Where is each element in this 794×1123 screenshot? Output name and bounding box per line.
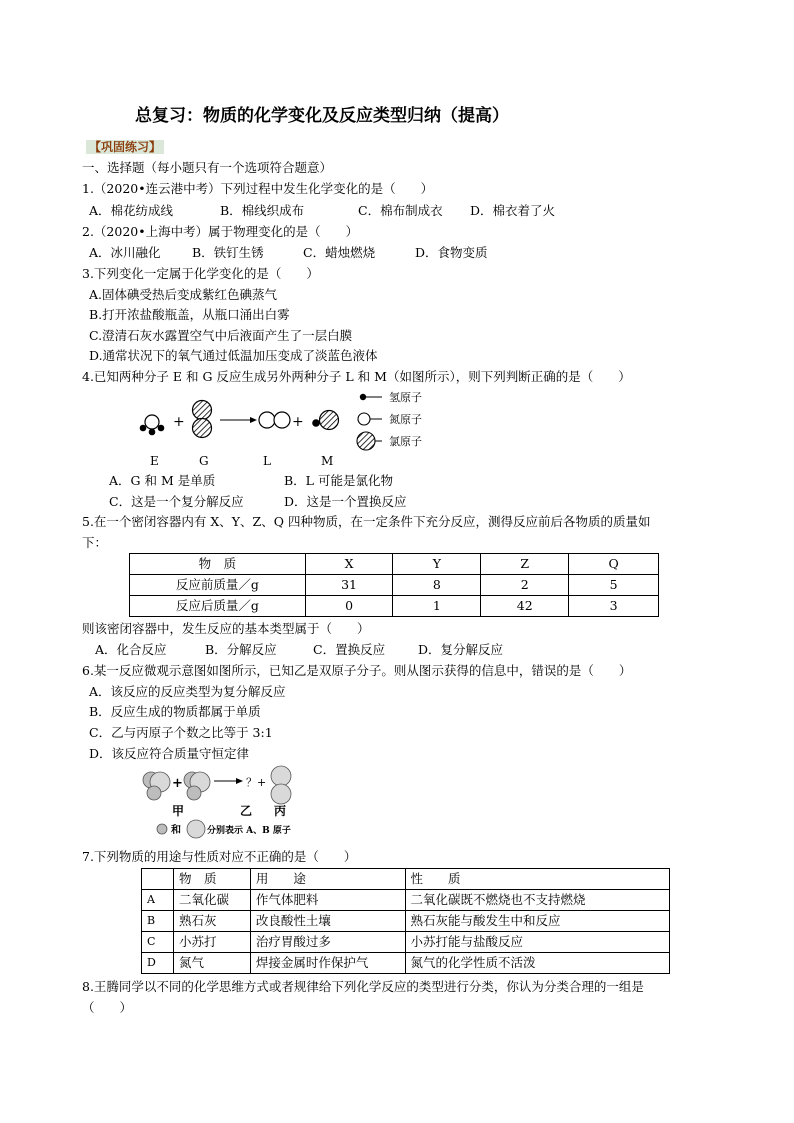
q4-option-d: D．这是一个置换反应 bbox=[284, 494, 407, 509]
label-g: G bbox=[199, 454, 209, 468]
q6-stem: 6.某一反应微观示意图如图所示，已知乙是双原子分子。则从图示获得的信息中，错误的是（ ） bbox=[82, 663, 632, 678]
reaction-arrow bbox=[214, 778, 243, 784]
label-m: M bbox=[321, 454, 334, 468]
q3-stem: 3.下列变化一定属于化学变化的是（ ） bbox=[82, 266, 319, 281]
plus-sign-1: + bbox=[173, 414, 185, 430]
fig-label-yi: 乙 bbox=[240, 804, 253, 818]
q5-option-c: C．置换反应 bbox=[313, 642, 386, 657]
fig-label-bing: 丙 bbox=[274, 804, 287, 818]
q2-option-a: A．冰川融化 bbox=[89, 245, 161, 260]
q5-mass-table bbox=[129, 553, 659, 617]
table-cell: 小苏打 bbox=[173, 932, 250, 953]
table-cell: 熟石灰能与酸发生中和反应 bbox=[405, 911, 669, 932]
header-cell: 性 质 bbox=[405, 869, 669, 890]
legend-hydrogen: 氢原子 bbox=[389, 391, 422, 404]
q7-stem: 7.下列物质的用途与性质对应不正确的是（ ） bbox=[82, 849, 357, 864]
atom-b-icon bbox=[187, 820, 205, 838]
q5-option-a: A．化合反应 bbox=[95, 642, 167, 657]
fig-legend-and: 和 bbox=[171, 825, 181, 836]
fig-arrow-text: ？+ bbox=[246, 776, 267, 789]
reaction-arrow bbox=[220, 417, 257, 423]
table-cell: 2 bbox=[481, 575, 569, 596]
header-cell bbox=[142, 869, 174, 890]
table-cell: 焊接金属时作保护气 bbox=[250, 953, 405, 974]
header-cell: Z bbox=[481, 554, 569, 575]
table-row bbox=[130, 596, 659, 617]
header-cell: Y bbox=[393, 554, 481, 575]
table-cell: D bbox=[142, 953, 174, 974]
nitrogen-atom-icon bbox=[358, 413, 370, 425]
table-cell: 氮气 bbox=[173, 953, 250, 974]
table-header-row bbox=[142, 869, 670, 890]
header-cell: 物 质 bbox=[173, 869, 250, 890]
table-cell: 1 bbox=[393, 596, 481, 617]
fig-label-jia: 甲 bbox=[172, 804, 185, 818]
table-cell: 反应前质量／g bbox=[130, 575, 306, 596]
q4-legend bbox=[357, 390, 422, 450]
header-cell: Q bbox=[569, 554, 659, 575]
label-e: E bbox=[150, 454, 159, 468]
table-cell: 熟石灰 bbox=[173, 911, 250, 932]
molecule-l bbox=[259, 412, 290, 428]
q5-stem-line2: 下： bbox=[82, 535, 108, 550]
table-row bbox=[142, 932, 670, 953]
hydrogen-atom-icon bbox=[360, 394, 366, 400]
q2-option-c: C．蜡烛燃烧 bbox=[303, 245, 376, 260]
table-cell: 8 bbox=[393, 575, 481, 596]
header-cell: 用 途 bbox=[250, 869, 405, 890]
q1-option-b: B．棉线织成布 bbox=[220, 203, 305, 218]
table-cell: A bbox=[142, 890, 174, 911]
label-l: L bbox=[263, 454, 271, 468]
table-header-row bbox=[130, 554, 659, 575]
q4-reaction-figure bbox=[130, 388, 470, 473]
q8-stem-line1: 8.王腾同学以不同的化学思维方式或者规律给下列化学反应的类型进行分类，你认为分类合理的一组是 bbox=[82, 979, 644, 994]
table-cell: 改良酸性土壤 bbox=[250, 911, 405, 932]
q5-option-b: B．分解反应 bbox=[205, 642, 277, 657]
table-cell: C bbox=[142, 932, 174, 953]
legend-chlorine: 氯原子 bbox=[389, 435, 422, 448]
legend-nitrogen: 氮原子 bbox=[389, 413, 422, 426]
q3-option-b: B.打开浓盐酸瓶盖，从瓶口涌出白雾 bbox=[89, 307, 290, 322]
q1-option-d: D．棉衣着了火 bbox=[470, 203, 556, 218]
q6-option-d: D．该反应符合质量守恒定律 bbox=[89, 746, 250, 761]
table-cell: 42 bbox=[481, 596, 569, 617]
q4-option-c: C．这是一个复分解反应 bbox=[109, 494, 244, 509]
q5-option-d: D．复分解反应 bbox=[418, 642, 504, 657]
table-cell: 二氧化碳 bbox=[173, 890, 250, 911]
q1-option-c: C．棉布制成衣 bbox=[358, 203, 443, 218]
q8-stem-line2: （ ） bbox=[82, 1000, 133, 1015]
molecule-e bbox=[140, 415, 165, 435]
q5-after: 则该密闭容器中，发生反应的基本类型属于（ ） bbox=[82, 621, 370, 636]
q3-option-c: C.澄清石灰水露置空气中后液面产生了一层白膜 bbox=[89, 328, 353, 343]
q5-stem-line1: 5.在一个密闭容器内有 X、Y、Z、Q 四种物质，在一定条件下充分反应，测得反应前后各物质的质量如 bbox=[82, 514, 651, 529]
header-cell: X bbox=[305, 554, 393, 575]
q2-option-d: D．食物变质 bbox=[415, 245, 488, 260]
fig-legend-text: 分别表示 A、B 原子 bbox=[207, 826, 291, 836]
q2-stem: 2.（2020•上海中考）属于物理变化的是（ ） bbox=[82, 224, 359, 239]
q1-option-a: A．棉花纺成线 bbox=[89, 203, 174, 218]
section-heading: 一、选择题（每小题只有一个选项符合题意） bbox=[82, 160, 333, 175]
table-row bbox=[130, 575, 659, 596]
q6-reaction-figure bbox=[140, 765, 310, 841]
q3-option-d: D.通常状况下的氧气通过低温加压变成了淡蓝色液体 bbox=[89, 348, 378, 363]
table-cell: 小苏打能与盐酸反应 bbox=[405, 932, 669, 953]
molecule-jia-2 bbox=[184, 772, 210, 800]
page-title: 总复习：物质的化学变化及反应类型归纳（提高） bbox=[135, 106, 509, 126]
q6-option-a: A．该反应的反应类型为复分解反应 bbox=[89, 684, 286, 699]
molecule-jia bbox=[143, 772, 170, 800]
q1-stem: 1.（2020•连云港中考）下列过程中发生化学变化的是（ ） bbox=[82, 181, 434, 196]
table-row bbox=[142, 953, 670, 974]
molecule-m bbox=[312, 411, 338, 430]
q4-option-a: A．G 和 M 是单质 bbox=[109, 473, 216, 488]
plus-sign-2: + bbox=[292, 414, 304, 430]
table-row bbox=[142, 911, 670, 932]
table-cell: 5 bbox=[569, 575, 659, 596]
table-cell: 0 bbox=[305, 596, 393, 617]
q3-option-a: A.固体碘受热后变成紫红色碘蒸气 bbox=[89, 287, 278, 302]
table-cell: B bbox=[142, 911, 174, 932]
fig-plus-1: + bbox=[172, 776, 183, 791]
table-cell: 作气体肥料 bbox=[250, 890, 405, 911]
table-cell: 氮气的化学性质不活泼 bbox=[405, 953, 669, 974]
table-cell: 3 bbox=[569, 596, 659, 617]
atom-a-icon bbox=[157, 824, 167, 834]
molecule-g bbox=[193, 401, 212, 438]
section-badge: 【巩固练习】 bbox=[86, 140, 164, 154]
q6-option-c: C．乙与丙原子个数之比等于 3:1 bbox=[89, 725, 273, 740]
table-cell: 治疗胃酸过多 bbox=[250, 932, 405, 953]
q2-option-b: B．铁钉生锈 bbox=[192, 245, 264, 260]
table-cell: 反应后质量／g bbox=[130, 596, 306, 617]
table-cell: 31 bbox=[305, 575, 393, 596]
q7-properties-table bbox=[141, 868, 670, 974]
q4-stem: 4.已知两种分子 E 和 G 反应生成另外两种分子 L 和 M（如图所示），则下列判断正确的是（ ） bbox=[82, 369, 631, 384]
table-row bbox=[142, 890, 670, 911]
molecule-bing bbox=[271, 766, 291, 804]
table-cell: 二氧化碳既不燃烧也不支持燃烧 bbox=[405, 890, 669, 911]
chlorine-atom-icon bbox=[357, 432, 375, 450]
header-cell: 物 质 bbox=[130, 554, 306, 575]
q6-option-b: B．反应生成的物质都属于单质 bbox=[89, 704, 261, 719]
q4-option-b: B．L 可能是氯化物 bbox=[284, 473, 393, 488]
